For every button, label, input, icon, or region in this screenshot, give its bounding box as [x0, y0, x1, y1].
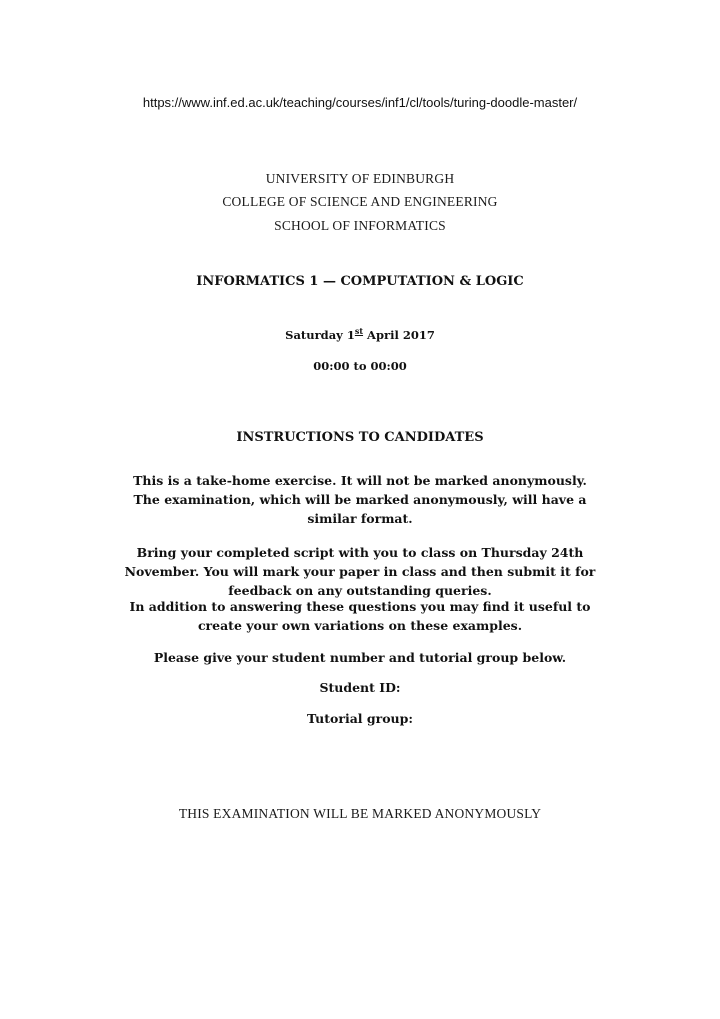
instruction-paragraph-1: This is a take-home exercise. It will not be marked anonymously. The examination, which will be marked anonymously, will have a similar format. — [133, 473, 587, 526]
exam-date-ordinal: st — [354, 326, 364, 336]
school-name: SCHOOL OF INFORMATICS — [274, 218, 446, 233]
college-name: COLLEGE OF SCIENCE AND ENGINEERING — [222, 194, 498, 209]
student-id-label: Student ID: — [319, 680, 401, 695]
course-title: INFORMATICS 1 — COMPUTATION & LOGIC — [196, 274, 524, 289]
instruction-paragraph-2: Bring your completed script with you to class on Thursday 24th November. You will mark your paper in class and then submit it for feedback on any outstanding queries. — [124, 545, 596, 598]
exam-date-suffix: April 2017 — [363, 328, 435, 342]
instruction-paragraph-4: Please give your student number and tutorial group below. — [153, 650, 567, 665]
source-url: https://www.inf.ed.ac.uk/teaching/courses/inf1/cl/tools/turing-doodle-master/ — [142, 95, 578, 110]
instructions-heading: INSTRUCTIONS TO CANDIDATES — [236, 430, 484, 445]
exam-time: 00:00 to 00:00 — [313, 359, 407, 373]
instruction-paragraph-3: In addition to answering these questions you may find it useful to create your own variations on these examples. — [129, 599, 591, 633]
tutorial-group-label: Tutorial group: — [307, 711, 413, 726]
anonymous-footer: THIS EXAMINATION WILL BE MARKED ANONYMOUSLY — [178, 806, 542, 821]
university-name: UNIVERSITY OF EDINBURGH — [265, 171, 455, 186]
exam-date-prefix: Saturday 1 — [285, 328, 355, 342]
exam-date — [0, 328, 720, 342]
